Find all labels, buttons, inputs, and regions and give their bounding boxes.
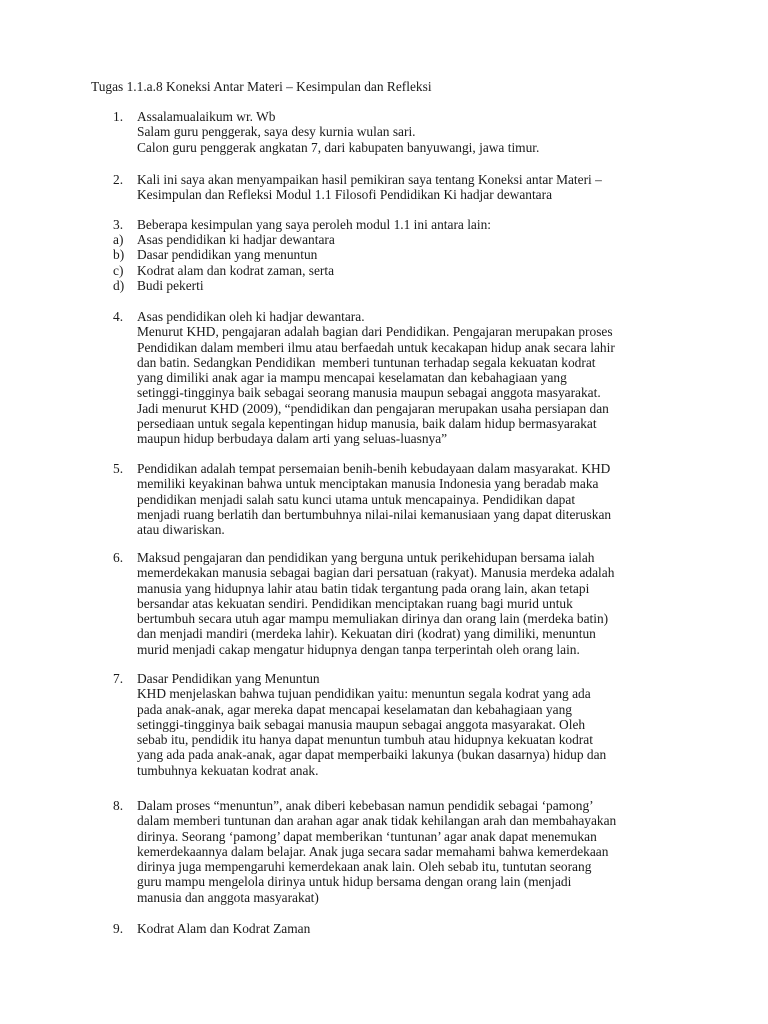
item-text-line: bertumbuh secara utuh agar mampu memuliakan dirinya dan orang lain (merdeka batin) — [137, 611, 609, 627]
item-text-line: pendidikan menjadi salah satu kunci utama untuk mencapainya. Pendidikan dapat — [137, 491, 576, 507]
item-text-line: Dalam proses “menuntun”, anak diberi kebebasan namun pendidik sebagai ‘pamong’ — [137, 798, 594, 813]
sub-item-text: Dasar pendidikan yang menuntun — [137, 247, 318, 262]
sub-item-marker: c) — [113, 263, 124, 278]
item-body — [137, 671, 685, 778]
item-text-line: Kodrat Alam dan Kodrat Zaman — [137, 921, 311, 936]
item-text-line: manusia dan anggota masyarakat) — [137, 889, 319, 905]
item-text-line: yang ada pada anak-anak, agar dapat memperbaiki lakunya (bukan dasarnya) hidup dan — [137, 747, 607, 763]
item-text-line: dirinya juga mempengaruhi kemerdekaan anak lain. Oleh sebab itu, tuntutan seorang — [137, 859, 592, 875]
item-text-line: murid menjadi cakap mengatur hidupnya dengan tanpa terperintah oleh orang lain. — [137, 641, 580, 657]
document-title: Tugas 1.1.a.8 Koneksi Antar Materi – Kesimpulan dan Refleksi — [91, 79, 432, 94]
item-body — [137, 461, 685, 537]
item-text-line: Pendidikan dalam memberi ilmu atau berfaedah untuk kecakapan hidup anak secara lahir — [137, 339, 615, 355]
item-text-line: memiliki keyakinan bahwa untuk menciptakan manusia Indonesia yang beradab maka — [137, 476, 599, 492]
item-text-line: Assalamualaikum wr. Wb — [137, 109, 276, 124]
item-text-line: Asas pendidikan oleh ki hadjar dewantara. — [137, 309, 365, 324]
item-text-line: Kesimpulan dan Refleksi Modul 1.1 Filosofi Pendidikan Ki hadjar dewantara — [137, 187, 553, 203]
item-body — [137, 550, 685, 657]
item-text-line: dan menjadi mandiri (merdeka lahir). Kekuatan diri (kodrat) yang dimiliki, menuntun — [137, 626, 596, 642]
item-text-line: pada anak-anak, agar mereka dapat mencapai keselamatan dan kebahagiaan yang — [137, 701, 572, 717]
item-number: 7. — [113, 671, 124, 686]
item-body — [137, 172, 685, 203]
item-text-line: Jadi menurut KHD (2009), “pendidikan dan pengajaran merupakan usaha persiapan dan — [137, 400, 609, 416]
item-text-line: menjadi ruang berlatih dan bertumbuhnya nilai-nilai kemanusiaan yang dapat diteruskan — [137, 506, 612, 522]
item-number: 4. — [113, 309, 124, 324]
item-text-line: Pendidikan adalah tempat persemaian benih-benih kebudayaan dalam masyarakat. KHD — [137, 461, 611, 476]
item-text-line: Salam guru penggerak, saya desy kurnia wulan sari. — [137, 124, 416, 140]
item-number: 3. — [113, 217, 124, 232]
item-body — [137, 309, 685, 447]
item-body — [137, 921, 685, 936]
sub-item-text: Budi pekerti — [137, 278, 204, 293]
item-number: 1. — [113, 109, 124, 124]
item-text-line: KHD menjelaskan bahwa tujuan pendidikan yaitu: menuntun segala kodrat yang ada — [137, 686, 591, 702]
item-number: 9. — [113, 921, 124, 936]
item-text-line: dalam memberi tuntunan dan arahan agar anak tidak kehilangan arah dan membahayakan — [137, 813, 617, 829]
item-text-line: tumbuhnya kekuatan kodrat anak. — [137, 762, 319, 778]
item-text-line: setinggi-tingginya baik sebagai manusia maupun sebagai anggota masyarakat. Oleh — [137, 716, 586, 732]
sub-item-marker: a) — [113, 232, 124, 247]
item-text-line: Calon guru penggerak angkatan 7, dari kabupaten banyuwangi, jawa timur. — [137, 139, 540, 155]
item-text-line: bersandar atas kekuatan sendiri. Pendidikan menciptakan ruang bagi murid untuk — [137, 595, 573, 611]
item-text-line: Kali ini saya akan menyampaikan hasil pemikiran saya tentang Koneksi antar Materi – — [137, 172, 602, 187]
item-text-line: atau diwariskan. — [137, 522, 225, 538]
item-text-line: setinggi-tingginya baik sebagai seorang manusia maupun sebagai anggota masyarakat. — [137, 385, 601, 401]
item-text-line: Dasar Pendidikan yang Menuntun — [137, 671, 320, 686]
item-text-line: persediaan untuk segala kepentingan hidup manusia, baik dalam hidup bermasyarakat — [137, 416, 597, 432]
item-text-line: maupun hidup berbudaya dalam arti yang seluas-luasnya” — [137, 431, 448, 447]
item-text-line: memerdekakan manusia sebagai bagian dari persatuan (rakyat). Manusia merdeka adalah — [137, 565, 615, 581]
item-text-line: manusia yang hidupnya lahir atau batin tidak tergantung pada orang lain, akan tetapi — [137, 580, 590, 596]
item-body — [137, 217, 685, 232]
item-number: 6. — [113, 550, 124, 565]
item-text-line: Beberapa kesimpulan yang saya peroleh modul 1.1 ini antara lain: — [137, 217, 491, 232]
sub-item-marker: d) — [113, 278, 125, 293]
item-number: 8. — [113, 798, 124, 813]
item-text-line: dirinya. Seorang ‘pamong’ dapat memberikan ‘tuntunan’ agar anak dapat menemukan — [137, 828, 597, 844]
item-body — [137, 798, 685, 905]
item-number: 5. — [113, 461, 124, 476]
sub-item-text: Asas pendidikan ki hadjar dewantara — [137, 232, 335, 247]
item-text-line: yang dimiliki anak agar ia mampu mencapai keselamatan dan kebahagiaan yang — [137, 370, 567, 386]
item-number: 2. — [113, 172, 124, 187]
item-text-line: guru mampu mengelola dirinya untuk hidup bersama dengan orang lain (menjadi — [137, 874, 572, 890]
item-text-line: Menurut KHD, pengajaran adalah bagian dari Pendidikan. Pengajaran merupakan proses — [137, 324, 613, 340]
item-body — [137, 109, 685, 155]
item-text-line: sebab itu, pendidik itu hanya dapat menuntun tumbuh atau hidupnya kekuatan kodrat — [137, 732, 593, 748]
item-text-line: kemerdekaannya dalam belajar. Anak juga secara sadar memahami bahwa kemerdekaan — [137, 843, 609, 859]
item-text-line: dan batin. Sedangkan Pendidikan memberi tuntunan terhadap segala kekuatan kodrat — [137, 354, 596, 370]
item-text-line: Maksud pengajaran dan pendidikan yang berguna untuk perikehidupan bersama ialah — [137, 550, 595, 565]
sub-item-text: Kodrat alam dan kodrat zaman, serta — [137, 263, 335, 278]
sub-item-marker: b) — [113, 247, 125, 262]
